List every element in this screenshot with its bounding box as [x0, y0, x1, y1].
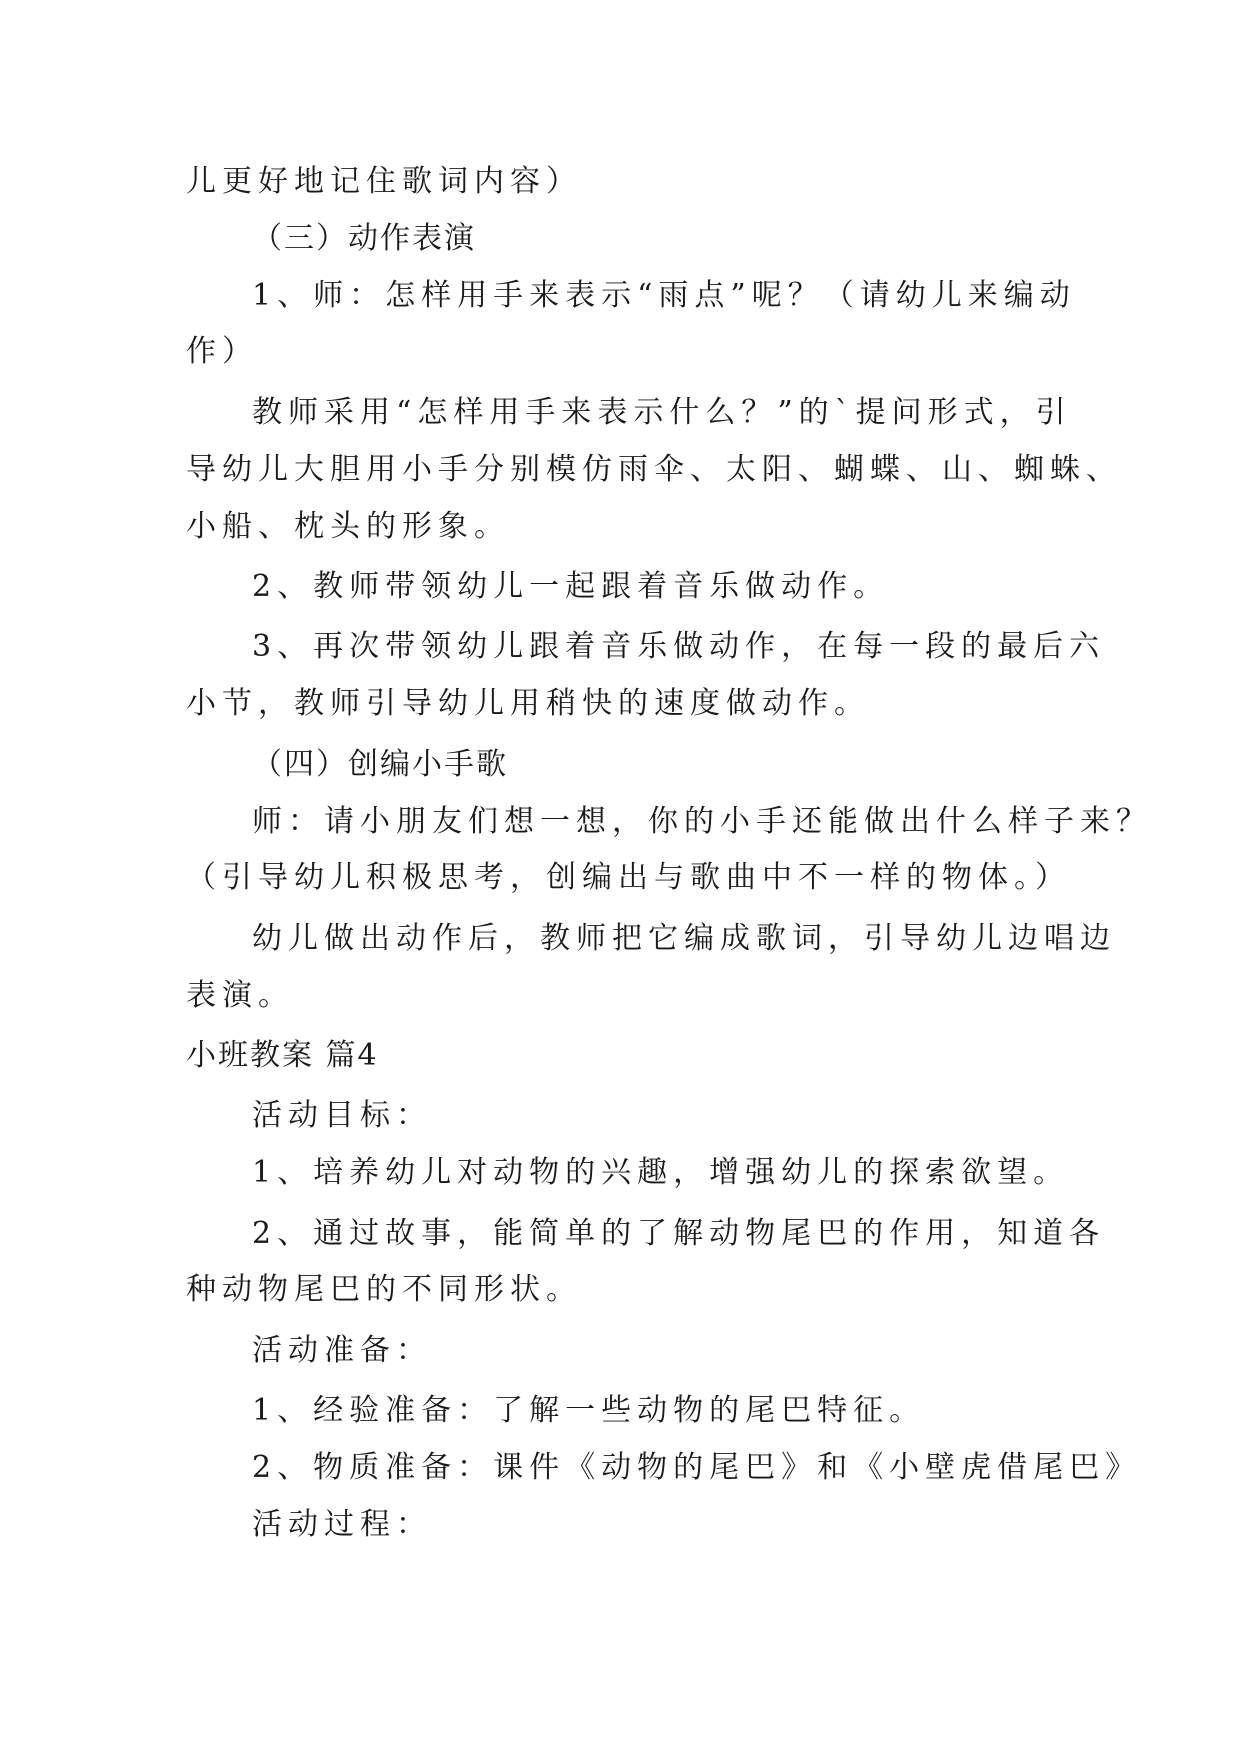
text-line: 活动目标：: [252, 1098, 432, 1133]
text-line: 小船、枕头的形象。: [186, 509, 510, 544]
text-line: 1、经验准备：了解一些动物的尾巴特征。: [252, 1393, 926, 1428]
text-line: 师：请小朋友们想一想，你的小手还能做出什么样子来？: [252, 804, 1152, 839]
text-line: 作）: [186, 334, 258, 369]
text-line: 幼儿做出动作后，教师把它编成歌词，引导幼儿边唱边: [252, 921, 1116, 956]
text-line: 小节，教师引导幼儿用稍快的速度做动作。: [186, 686, 870, 721]
text-line: 2、物质准备：课件《动物的尾巴》和《小壁虎借尾巴》: [252, 1450, 1142, 1485]
section-title: 小班教案 篇4: [186, 1038, 379, 1073]
section-heading: （三）动作表演: [252, 221, 476, 256]
text-line: 3、再次带领幼儿跟着音乐做动作，在每一段的最后六: [252, 629, 1106, 664]
text-line: 种动物尾巴的不同形状。: [186, 1272, 582, 1307]
text-line: （引导幼儿积极思考，创编出与歌曲中不一样的物体。）: [186, 860, 1071, 895]
text-line: 1、培养幼儿对动物的兴趣，增强幼儿的探索欲望。: [252, 1155, 1070, 1190]
text-line: 活动准备：: [252, 1333, 432, 1368]
text-line: 导幼儿大胆用小手分别模仿雨伞、太阳、蝴蝶、山、蜘蛛、: [186, 452, 1122, 487]
text-line: 2、通过故事，能简单的了解动物尾巴的作用，知道各: [252, 1216, 1106, 1251]
text-line: 2、教师带领幼儿一起跟着音乐做动作。: [252, 569, 890, 604]
text-line: 教师采用“怎样用手来表示什么？”的`提问形式，引: [252, 395, 1072, 430]
text-line: 活动过程：: [252, 1507, 432, 1542]
text-line: 儿更好地记住歌词内容）: [186, 164, 582, 199]
text-line: 表演。: [186, 978, 294, 1013]
text-line: 1、师：怎样用手来表示“雨点”呢？（请幼儿来编动: [252, 278, 1076, 313]
section-heading: （四）创编小手歌: [252, 747, 508, 782]
